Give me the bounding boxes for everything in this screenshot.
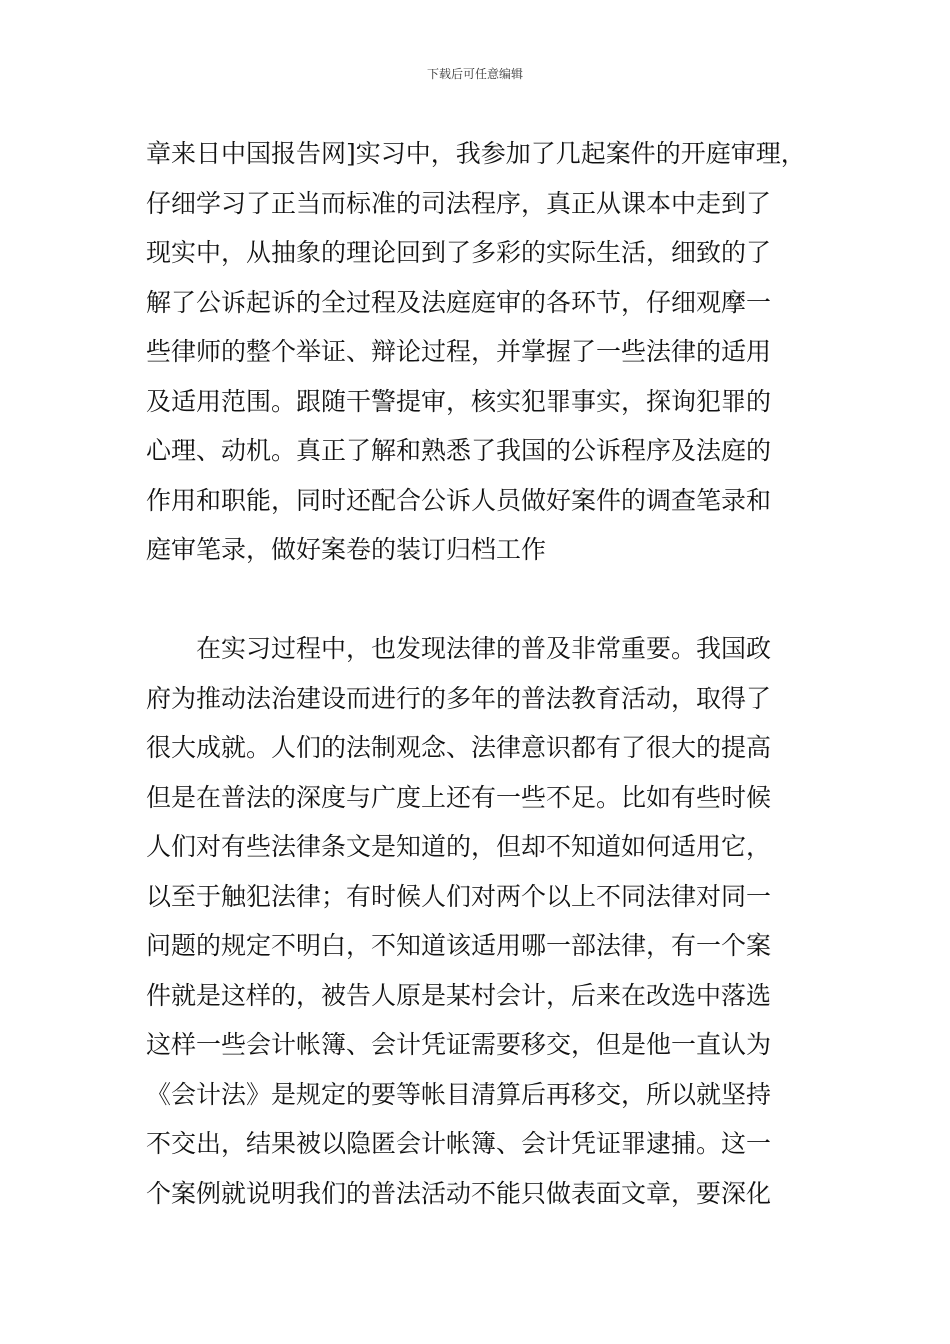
text-line: 件就是这样的，被告人原是某村会计，后来在改选中落选 <box>146 980 772 1010</box>
text-line: 《会计法》是规定的要等帐目清算后再移交，所以就坚持 <box>146 1079 772 1109</box>
text-line: 人们对有些法律条文是知道的，但却不知道如何适用它， <box>146 832 772 861</box>
text-line: 这样一些会计帐簿、会计凭证需要移交，但是他一直认为 <box>146 1030 772 1059</box>
paragraph-2 <box>146 624 810 1218</box>
text-line: 现实中，从抽象的理论回到了多彩的实际生活，细致的了 <box>146 238 772 267</box>
text-line: 个案例就说明我们的普法活动不能只做表面文章，要深化 <box>146 1178 772 1208</box>
page-header: 下载后可任意编辑 <box>426 67 523 81</box>
text-line: 仔细学习了正当而标准的司法程序，真正从课本中走到了 <box>146 188 772 218</box>
text-line: 在实习过程中，也发现法律的普及非常重要。我国政 <box>146 634 772 663</box>
text-line: 些律师的整个举证、辩论过程，并掌握了一些法律的适用 <box>146 337 772 366</box>
text-line: 府为推动法治建设而进行的多年的普法教育活动，取得了 <box>146 683 772 713</box>
text-line: 心理、动机。真正了解和熟悉了我国的公诉程序及法庭的 <box>146 436 772 465</box>
text-line: 作用和职能，同时还配合公诉人员做好案件的调查笔录和 <box>146 485 772 515</box>
text-line: 问题的规定不明白，不知道该适用哪一部法律，有一个案 <box>146 931 772 960</box>
text-line: 庭审笔录，做好案卷的装订归档工作 <box>146 535 547 564</box>
text-line: 解了公诉起诉的全过程及法庭庭审的各环节，仔细观摩一 <box>146 287 772 317</box>
text-line: 但是在普法的深度与广度上还有一些不足。比如有些时候 <box>146 782 772 812</box>
text-line: 很大成就。人们的法制观念、法律意识都有了很大的提高 <box>146 733 772 762</box>
paragraph-spacer <box>146 575 810 625</box>
text-line: 以至于触犯法律；有时候人们对两个以上不同法律对同一 <box>146 881 772 911</box>
text-line: 章来日中国报告网]实习中，我参加了几起案件的开庭审理， <box>146 139 806 168</box>
text-line: 及适用范围。跟随干警提审，核实犯罪事实，探询犯罪的 <box>146 386 772 416</box>
document-body <box>146 129 810 1218</box>
paragraph-1 <box>146 129 810 575</box>
text-line: 不交出，结果被以隐匿会计帐簿、会计凭证罪逮捕。这一 <box>146 1129 772 1158</box>
